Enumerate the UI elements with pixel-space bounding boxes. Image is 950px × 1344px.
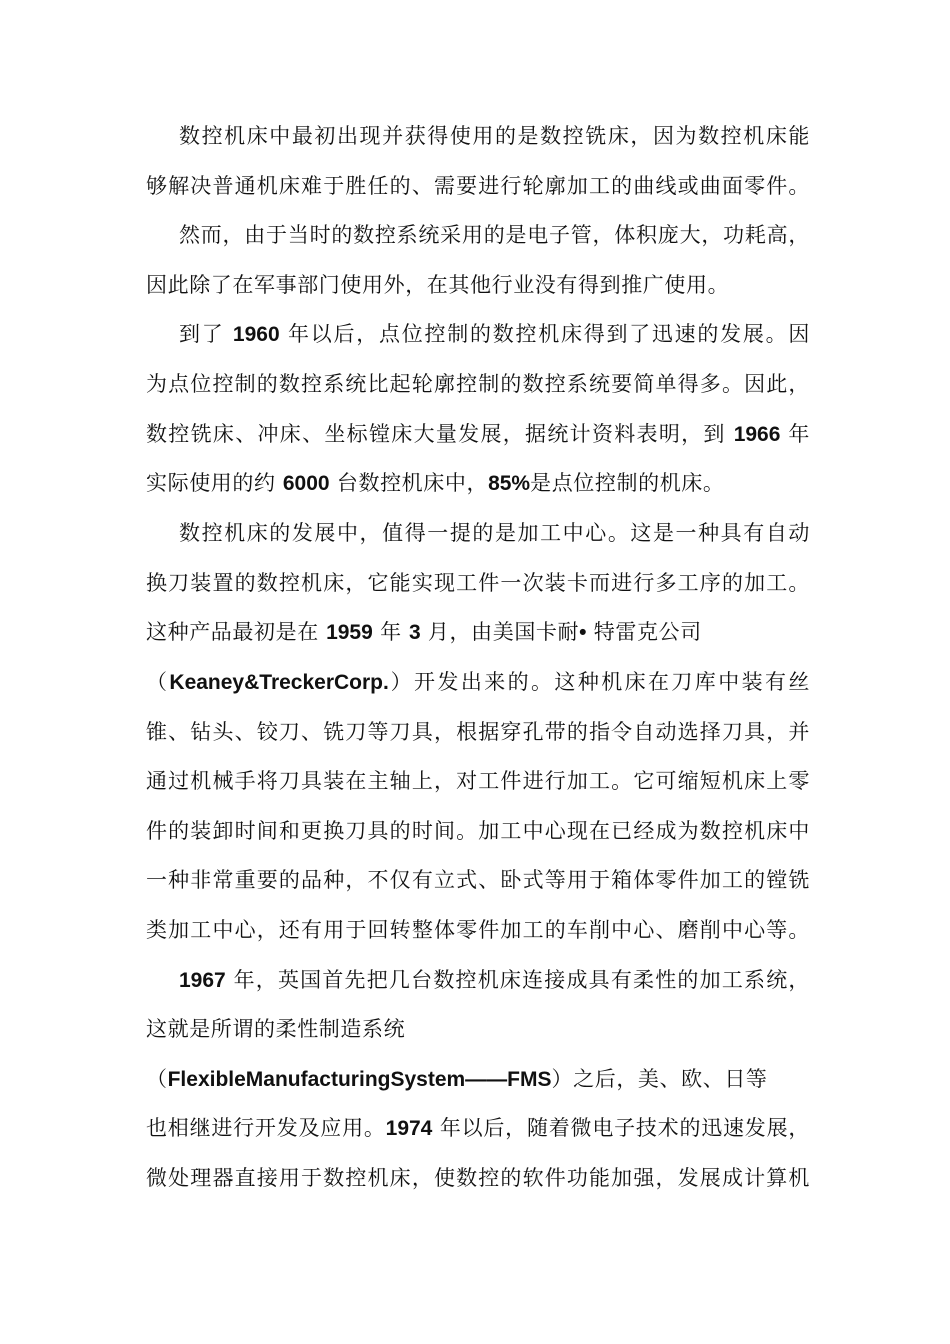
text-line: 类加工中心，还有用于回转整体零件加工的车削中心、磨削中心等。 [146, 918, 810, 942]
text-line: 实际使用的约 6000 台数控机床中，85%是点位控制的机床。 [146, 471, 725, 495]
text-line: 换刀装置的数控机床，它能实现工件一次装卡而进行多工序的加工。 [146, 571, 810, 595]
text-line: 到了 1960 年以后，点位控制的数控机床得到了迅速的发展。因 [179, 322, 810, 346]
text-line: 数控机床中最初出现并获得使用的是数控铣床，因为数控机床能 [179, 124, 810, 148]
text-line: 这就是所谓的柔性制造系统 [146, 1017, 406, 1041]
text-line: 够解决普通机床难于胜任的、需要进行轮廓加工的曲线或曲面零件。 [146, 174, 810, 198]
text-line: 微处理器直接用于数控机床，使数控的软件功能加强，发展成计算机 [146, 1166, 810, 1190]
text-line: （FlexibleManufacturingSystem——FMS）之后，美、欧、日等 [146, 1067, 768, 1091]
text-line: 数控机床的发展中，值得一提的是加工中心。这是一种具有自动 [179, 521, 810, 545]
text-line: 为点位控制的数控系统比起轮廓控制的数控系统要简单得多。因此， [146, 372, 810, 396]
text-line: 1967 年，英国首先把几台数控机床连接成具有柔性的加工系统， [179, 968, 810, 992]
text-line: 通过机械手将刀具装在主轴上，对工件进行加工。它可缩短机床上零 [146, 769, 810, 793]
text-line: 件的装卸时间和更换刀具的时间。加工中心现在已经成为数控机床中 [146, 819, 810, 843]
text-line: 锥、钻头、铰刀、铣刀等刀具，根据穿孔带的指令自动选择刀具，并 [146, 720, 810, 744]
text-line: 数控铣床、冲床、坐标镗床大量发展，据统计资料表明，到 1966 年 [146, 422, 810, 446]
text-line: 然而，由于当时的数控系统采用的是电子管，体积庞大，功耗高， [179, 223, 810, 247]
text-line: 这种产品最初是在 1959 年 3 月，由美国卡耐• 特雷克公司 [146, 620, 702, 644]
text-line: 也相继进行开发及应用。1974 年以后，随着微电子技术的迅速发展， [146, 1116, 810, 1140]
text-line: 因此除了在军事部门使用外，在其他行业没有得到推广使用。 [146, 273, 730, 297]
text-line: 一种非常重要的品种，不仅有立式、卧式等用于箱体零件加工的镗铣 [146, 868, 810, 892]
text-line: （Keaney&TreckerCorp.）开发出来的。这种机床在刀库中装有丝 [146, 670, 810, 694]
